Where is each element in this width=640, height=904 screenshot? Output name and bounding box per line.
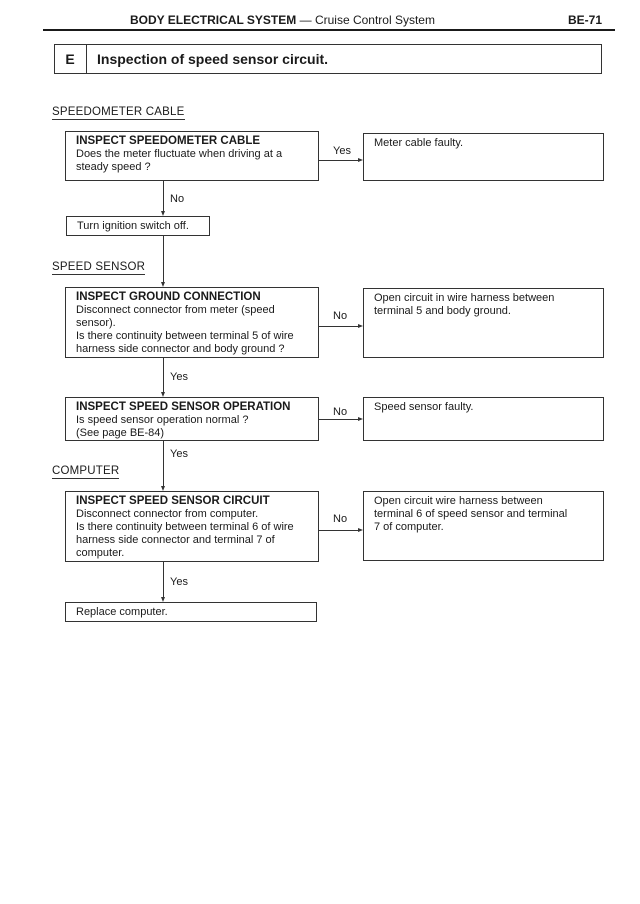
- connector-line: [319, 160, 359, 161]
- connector-line: [163, 358, 164, 393]
- result-open-circuit-terminal-5: [363, 288, 604, 358]
- page-number: BE-71: [568, 13, 603, 27]
- section-title: Inspection of speed sensor circuit.: [97, 51, 329, 67]
- result-text: Meter cable faulty.: [374, 137, 464, 149]
- page-header-title: [0, 13, 565, 27]
- step-turn-ignition-off: [66, 216, 210, 236]
- connector-line: [163, 441, 164, 487]
- connector-line: [319, 530, 359, 531]
- group-label-speed-sensor: SPEED SENSOR: [52, 261, 146, 273]
- step-inspect-speed-sensor-circuit: [65, 491, 319, 562]
- header-subsection: Cruise Control System: [314, 13, 435, 27]
- branch-label-no: No: [333, 513, 348, 525]
- step-title: INSPECT GROUND CONNECTION: [76, 291, 261, 303]
- step-text: steady speed ?: [76, 161, 151, 173]
- group-label-computer: COMPUTER: [52, 465, 120, 477]
- connector-line: [319, 326, 359, 327]
- step-inspect-ground-connection: [65, 287, 319, 358]
- step-text: Replace computer.: [76, 606, 168, 618]
- step-text: harness side connector and body ground ?: [76, 343, 285, 355]
- header-rule: [43, 29, 615, 31]
- step-inspect-speedometer-cable: [65, 131, 319, 181]
- connector-line: [163, 236, 164, 283]
- step-title: INSPECT SPEED SENSOR OPERATION: [76, 401, 291, 413]
- result-text: Open circuit wire harness between: [374, 495, 543, 507]
- result-text: terminal 6 of speed sensor and terminal: [374, 508, 568, 520]
- header-section: BODY ELECTRICAL SYSTEM: [130, 13, 297, 27]
- result-speed-sensor-faulty: [363, 397, 604, 441]
- connector-line: [163, 562, 164, 598]
- step-text: harness side connector and terminal 7 of: [76, 534, 275, 546]
- connector-line: [319, 419, 359, 420]
- step-text: Is there continuity between terminal 6 of wire: [76, 521, 294, 533]
- result-text: Speed sensor faulty.: [374, 401, 474, 413]
- step-title: INSPECT SPEED SENSOR CIRCUIT: [76, 495, 270, 507]
- result-open-circuit-terminal-6-7: [363, 491, 604, 561]
- step-title: INSPECT SPEEDOMETER CABLE: [76, 135, 261, 147]
- step-text: Disconnect connector from computer.: [76, 508, 259, 520]
- branch-label-yes: Yes: [170, 576, 188, 588]
- step-text: computer.: [76, 547, 125, 559]
- branch-label-yes: Yes: [170, 448, 188, 460]
- result-meter-cable-faulty: [363, 133, 604, 181]
- result-text: Open circuit in wire harness between: [374, 292, 555, 304]
- section-letter: E: [54, 44, 87, 74]
- step-text: Is there continuity between terminal 5 of wire: [76, 330, 294, 342]
- step-text: (See page BE-84): [76, 427, 165, 439]
- branch-label-yes: Yes: [170, 371, 188, 383]
- connector-line: [163, 181, 164, 212]
- branch-label-no: No: [333, 406, 348, 418]
- result-text: 7 of computer.: [374, 521, 444, 533]
- step-text: sensor).: [76, 317, 116, 329]
- step-text: Does the meter fluctuate when driving at a: [76, 148, 283, 160]
- step-text: Turn ignition switch off.: [77, 220, 189, 232]
- result-text: terminal 5 and body ground.: [374, 305, 511, 317]
- step-text: Disconnect connector from meter (speed: [76, 304, 275, 316]
- branch-label-no: No: [333, 310, 348, 322]
- step-replace-computer: [65, 602, 317, 622]
- header-separator: —: [299, 13, 312, 27]
- branch-label-no: No: [170, 193, 185, 205]
- branch-label-yes: Yes: [333, 145, 351, 157]
- step-inspect-speed-sensor-operation: [65, 397, 319, 441]
- group-label-speedometer-cable: SPEEDOMETER CABLE: [52, 106, 185, 118]
- step-text: Is speed sensor operation normal ?: [76, 414, 249, 426]
